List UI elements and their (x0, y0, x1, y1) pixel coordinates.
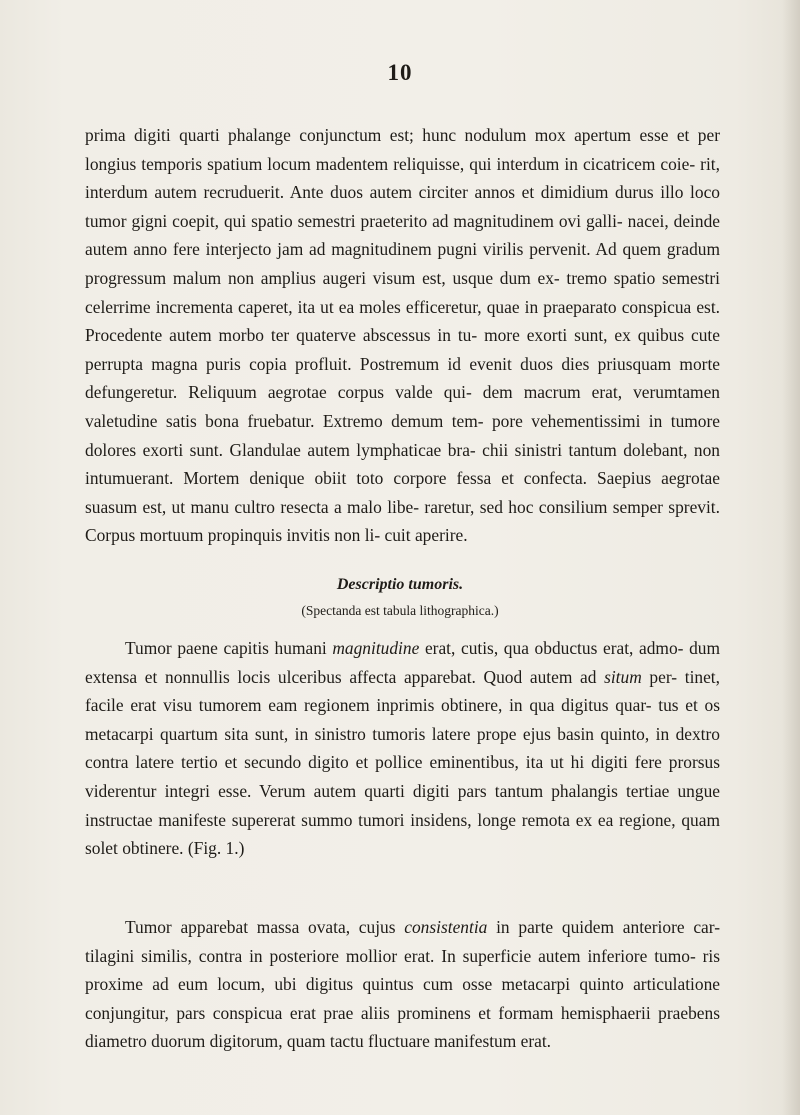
paragraph-3-text-b: in parte quidem anteriore car- tilagini similis, contra in posteriore mollior erat. In superficie autem inferiore tumo- ris proxime ad eum locum, ubi digitus quintus cum osse metacarpi quinto articulatione conjungitur, pars conspicua erat prae aliis prominens et formam hemisphaerii praebens diametro duorum digitorum, quam tactu fluctuare manifestum erat. (85, 917, 721, 1052)
paragraph-3-emphasis-1: consistentia (404, 917, 488, 937)
paragraph-2-text-a: Tumor paene capitis humani (125, 638, 333, 658)
paragraph-3-text-a: Tumor apparebat massa ovata, cujus (125, 917, 405, 937)
paragraph-1: prima digiti quarti phalange conjunctum est; hunc nodulum mox apertum esse et per longius temporis spatium locum madentem reliquisse, qui interdum in cicatricem coie- rit, interdum autem recruduerit. Ante duos autem circiter annos et dimidium durus illo loco tumor gigni coepit, qui spatio semestri praeterito ad magnitudinem ovi galli- nacei, deinde autem anno fere interjecto jam ad magnitudinem pugni virilis pervenit. Ad quem gradum progressum malum non amplius augeri visum est, usque dum ex- tremo spatio semestri celerrime incrementa caperet, ita ut ea moles efficeretur, quae in praeparato conspicua est. Procedente autem morbo ter quaterve abscessus in tu- more exorti sunt, ex quibus cute perrupta magna puris copia profluit. Postremum id evenit duos dies priusquam morte defungeretur. Reliquum aegrotae corpus valde qui- dem macrum erat, verumtamen valetudine satis bona fruebatur. Extremo demum tem- pore vehementissimi in tumore dolores exorti sunt. Glandulae autem lymphaticae bra- chii sinistri tantum dolebant, non intumuerant. Mortem denique obiit toto corpore fessa et confecta. Saepius aegrotae suasum est, ut manu cultro resecta a malo libe- raretur, sed hoc consilium semper sprevit. Corpus mortuum propinquis invitis non li- cuit aperire. (85, 125, 720, 546)
paragraph-3 (85, 913, 720, 1056)
section-note: (Spectanda est tabula lithographica.) (301, 603, 499, 618)
paragraph-2-text-b: erat, cutis, qua obductus erat, admo- dum extensa et nonnullis locis ulceribus affecta apparebat. Quod autem ad (85, 638, 720, 687)
page-edge-shadow (782, 0, 800, 1115)
section-title: Descriptio tumoris. (336, 576, 464, 593)
paragraph-2-emphasis-2: situm (604, 666, 642, 687)
page-number: 10 (387, 60, 413, 85)
paragraph-2-emphasis-1: magnitudine (332, 638, 420, 658)
paragraph-2-text-c: per- tinet, facile erat visu tumorem eam regionem inprimis obtinere, in qua digitus quar- tus et os metacarpi quartum sita sunt, in sinistro tumoris latere prope ejus basin quinto, in dextro contra latere tertio et secundo digito et pollice eminentibus, ita ut hi digiti fere prorsus viderentur integri esse. Verum autem quarti digiti pars tantum phalangis tertiae ungue instructae manifeste supererat summo tumori insidens, longe remota ex ea regione, quam solet obtinere. (Fig. 1.) (85, 666, 720, 859)
paragraph-2 (85, 634, 720, 863)
